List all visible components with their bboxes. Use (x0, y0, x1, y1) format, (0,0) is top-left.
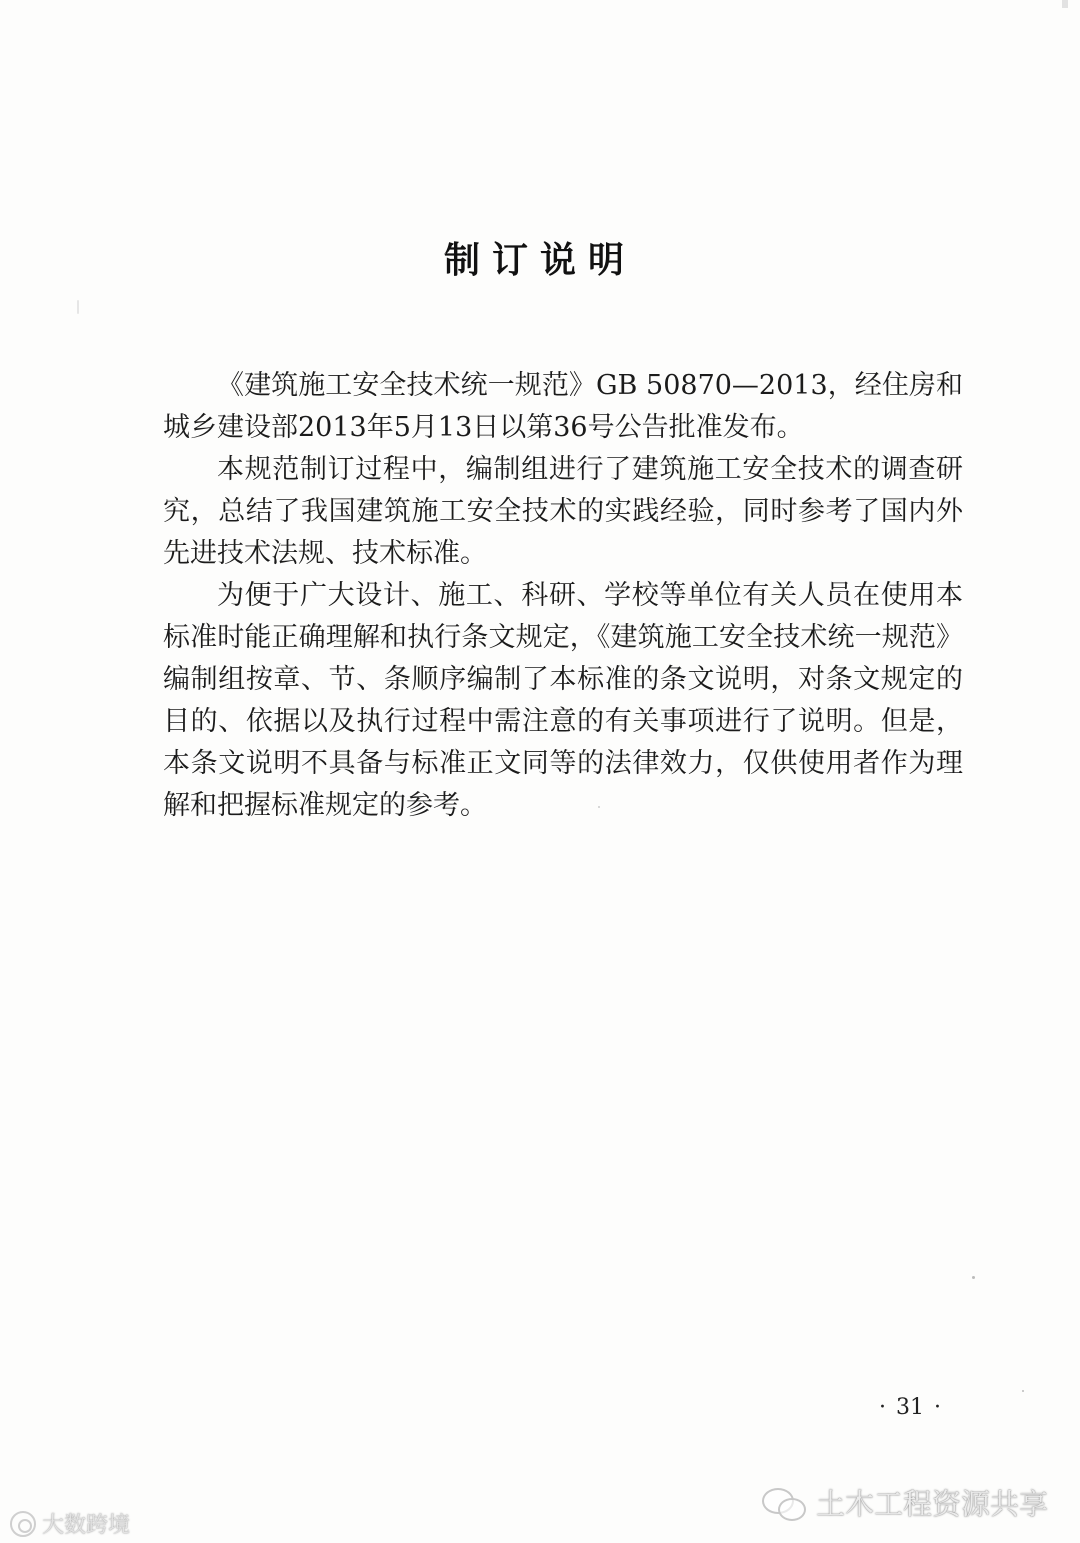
page-number-dot-right: · (934, 1395, 941, 1420)
scan-edge-mark (1062, 0, 1068, 8)
watermark-left (10, 1508, 130, 1539)
page-number-value: 31 (896, 1395, 924, 1420)
paragraph-approval: 《建筑施工安全技术统一规范》GB 50870—2013，经住房和城乡建设部2013年5月13日以第36号公告批准发布。 (163, 370, 963, 443)
page-number-dot-left: · (879, 1395, 886, 1420)
scan-speck (972, 1276, 975, 1279)
scan-speck (1022, 1390, 1024, 1392)
page-number (860, 1395, 960, 1420)
page-title: 制订说明 (443, 240, 636, 281)
paragraph-usage-note: 为便于广大设计、施工、科研、学校等单位有关人员在使用本标准时能正确理解和执行条文规定，《建筑施工安全技术统一规范》编制组按章、节、条顺序编制了本标准的条文说明，对条文规定的目的、依据以及执行过程中需注意的有关事项进行了说明。但是，本条文说明不具备与标准正文同等的法律效力，仅供使用者作为理解和把握标准规定的参考。 (163, 580, 963, 821)
watermark-left-text: 大数跨境 (42, 1513, 131, 1538)
body-text (163, 365, 963, 827)
wechat-icon (762, 1486, 806, 1520)
scan-speck (77, 300, 79, 314)
watermark-right (762, 1482, 1048, 1523)
watermark-right-text: 土木工程资源共享 (815, 1487, 1048, 1521)
circle-logo-icon (10, 1511, 36, 1537)
paragraph-process: 本规范制订过程中，编制组进行了建筑施工安全技术的调查研究，总结了我国建筑施工安全技术的实践经验，同时参考了国内外先进技术法规、技术标准。 (163, 454, 963, 569)
